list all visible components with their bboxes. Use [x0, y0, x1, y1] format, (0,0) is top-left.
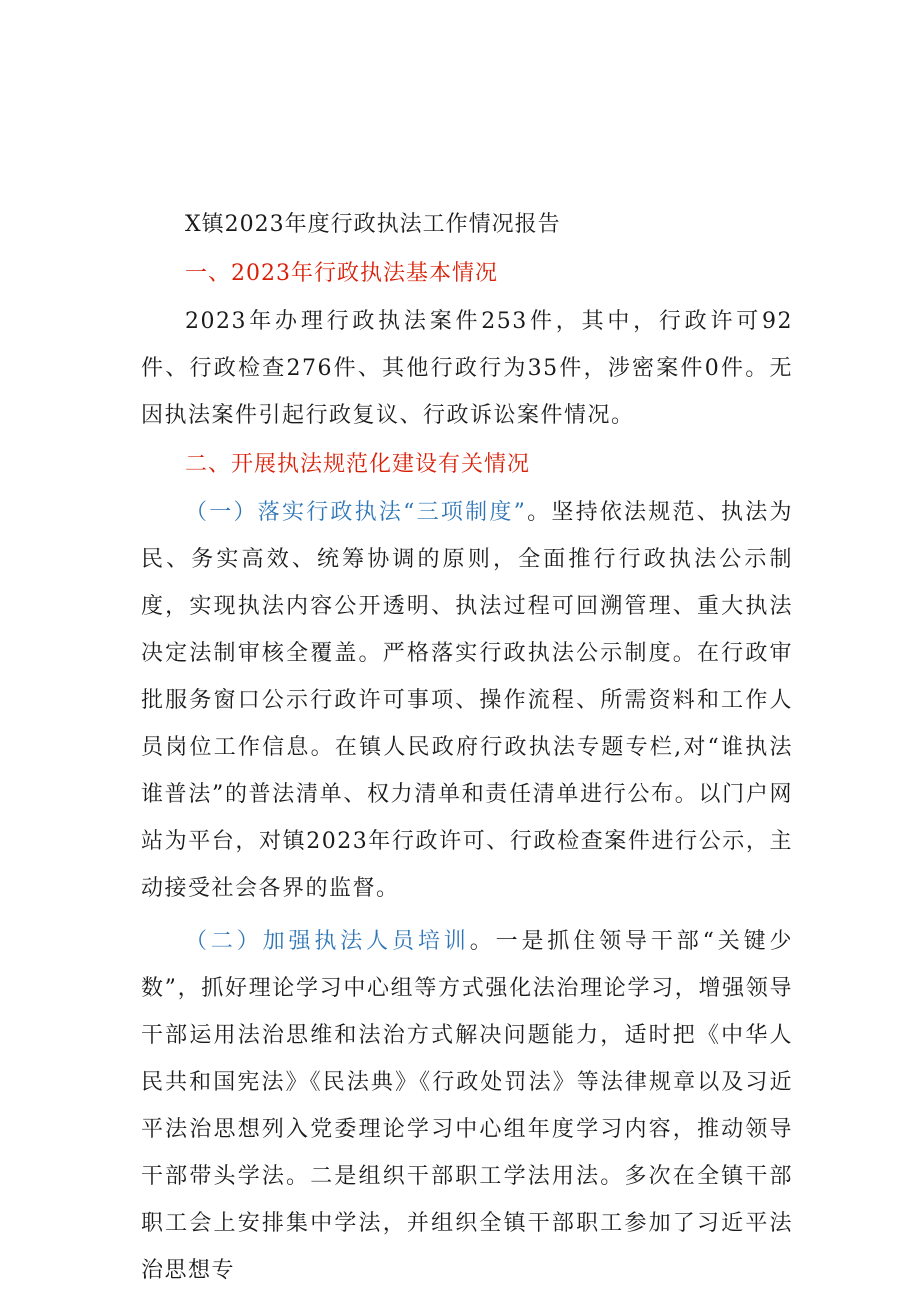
subsection-1-paragraph: [141, 489, 793, 912]
subsection-2-heading: （二）加强执法人员培训: [185, 929, 470, 954]
subsection-1-heading: （一）落实行政执法“三项制度”: [185, 500, 527, 525]
subsection-1-body: 。坚持依法规范、执法为民、务实高效、统筹协调的原则，全面推行行政执法公示制度，实现执法内容公开透明、执法过程可回溯管理、重大执法决定法制审核全覆盖。严格落实行政执法公示制度。在行政审批服务窗口公示行政许可事项、操作流程、所需资料和工作人员岗位工作信息。在镇人民政府行政执法专题专栏,对“谁执法谁普法”的普法清单、权力清单和责任清单进行公布。以门户网站为平台，对镇2023年行政许可、行政检查案件进行公示，主动接受社会各界的监督。: [141, 500, 793, 901]
section-1-paragraph: 2023年办理行政执法案件253件，其中，行政许可92件、行政检查276件、其他行政行为35件，涉密案件0件。无因执法案件引起行政复议、行政诉讼案件情况。: [141, 309, 793, 428]
document-title: X镇2023年度行政执法工作情况报告: [185, 212, 561, 237]
subsection-2-paragraph: [141, 918, 793, 1294]
document-page: [141, 200, 793, 1294]
section-heading-2: 二、开展执法规范化建设有关情况: [185, 452, 531, 477]
subsection-2-body: 。一是抓住领导干部“关键少数”，抓好理论学习中心组等方式强化法治理论学习，增强领导干部运用法治思维和法治方式解决问题能力，适时把《中华人民共和国宪法》《民法典》《行政处罚法》等法律规章以及习近平法治思想列入党委理论学习中心组年度学习内容，推动领导干部带头学法。二是组织干部职工学法用法。多次在全镇干部职工会上安排集中学法，并组织全镇干部职工参加了习近平法治思想专: [141, 929, 793, 1283]
section-heading-1: 一、2023年行政执法基本情况: [185, 261, 498, 286]
